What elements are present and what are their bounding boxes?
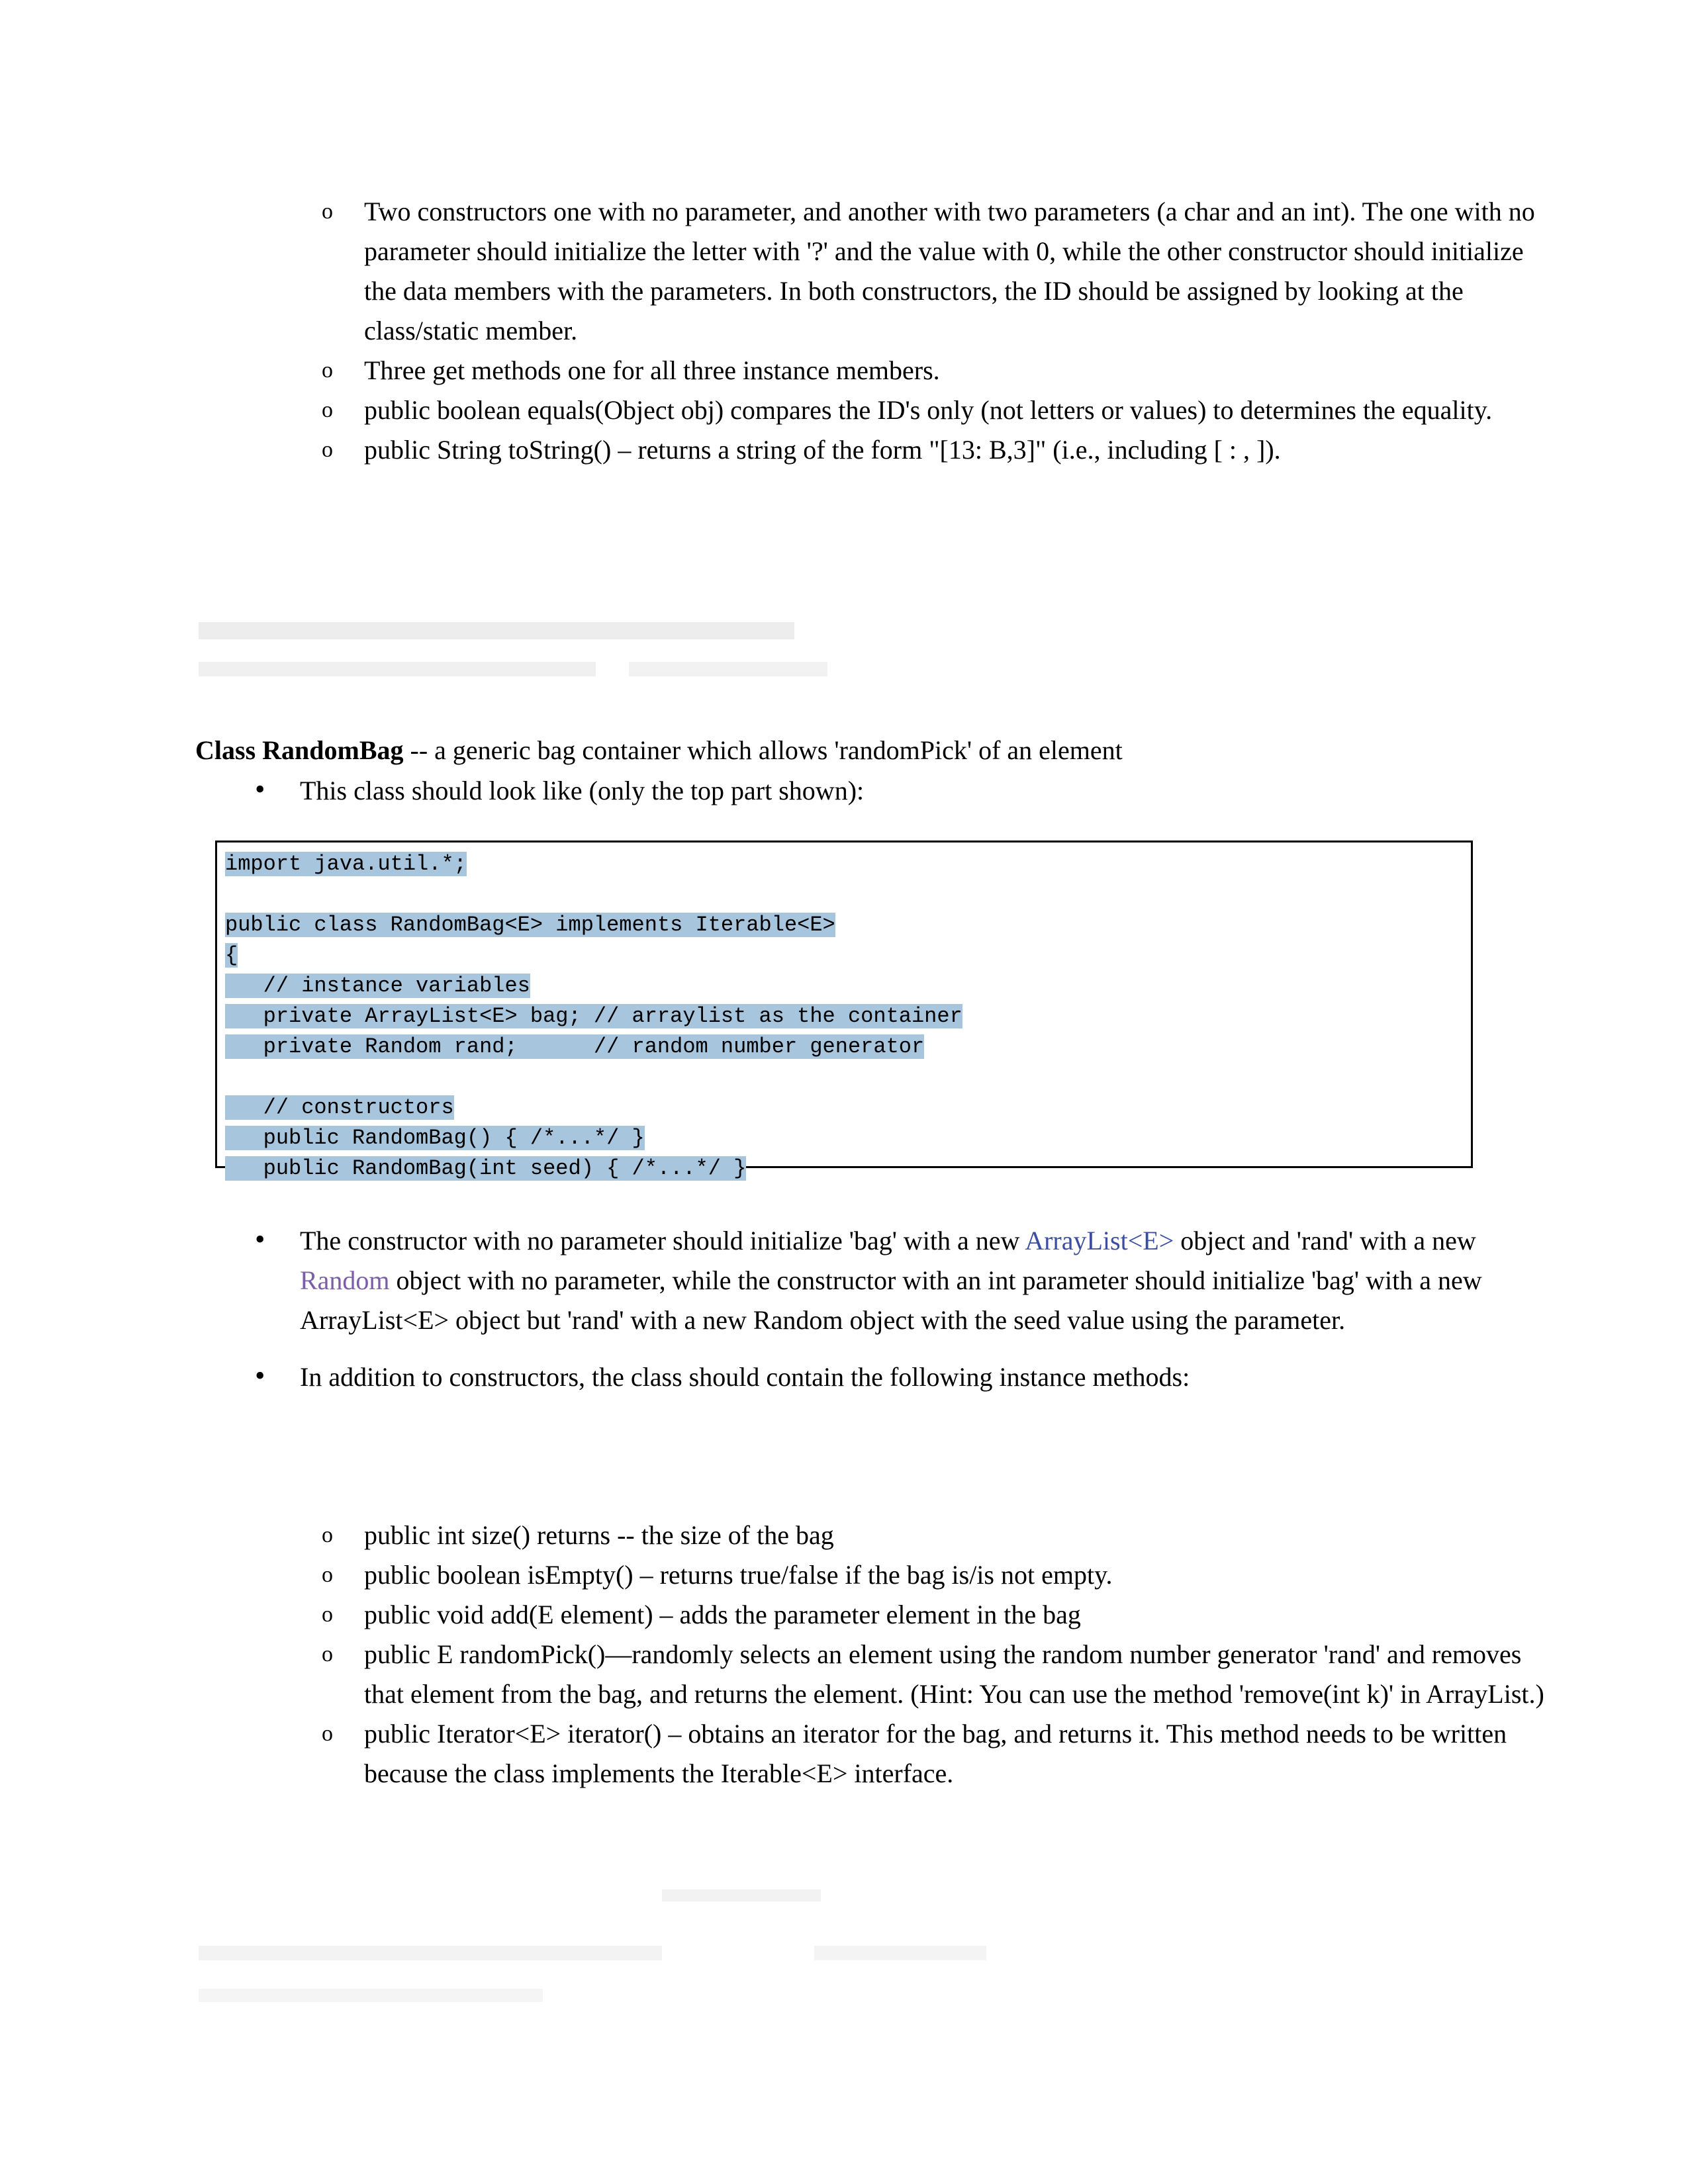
- scan-artifact-smudge-1: [199, 622, 794, 639]
- list-item: [311, 1555, 1549, 1595]
- code-line: [217, 940, 1471, 971]
- list-item: [248, 771, 1486, 811]
- code-line: [217, 849, 1471, 880]
- list-item: [311, 1635, 1562, 1714]
- text-run: object and 'rand' with a new: [1174, 1226, 1476, 1255]
- list-item-text: public int size() returns -- the size of the bag: [364, 1520, 834, 1550]
- list-item-text: public Iterator<E> iterator() – obtains an iterator for the bag, and returns it. This method needs to be written because the class implements the Iterable<E> interface.: [364, 1719, 1507, 1788]
- code-line-text: import java.util.*;: [225, 852, 467, 876]
- bullet-marker: o: [322, 1642, 333, 1666]
- scan-artifact-smudge-2: [199, 662, 596, 676]
- list-item-text: public void add(E element) – adds the parameter element in the bag: [364, 1600, 1081, 1629]
- bullet-marker: o: [322, 358, 333, 383]
- code-line-blank: [217, 1062, 1471, 1093]
- bullet-marker: o: [322, 1523, 333, 1547]
- code-line-blank: [217, 880, 1471, 910]
- list-item-text: This class should look like (only the top part shown):: [300, 776, 865, 805]
- code-identifier-arraylist: ArrayList<E>: [1025, 1226, 1174, 1255]
- scan-artifact-smudge-7: [199, 1989, 543, 2002]
- code-line-text: {: [225, 943, 238, 968]
- list-item: [311, 1595, 1549, 1635]
- text-run: object with no parameter, while the constructor with an int parameter should initialize 'bag' with a new ArrayList<E> object but 'rand' with a new Random object with the seed value using the parameter.: [300, 1265, 1482, 1335]
- list-item-text: [300, 1226, 1482, 1335]
- list-item: [311, 430, 1549, 470]
- bullet-marker: o: [322, 1563, 333, 1587]
- code-line: [217, 971, 1471, 1001]
- bullet-marker: o: [322, 398, 333, 422]
- code-line-text: public RandomBag(int seed) { /*...*/ }: [225, 1156, 747, 1181]
- intro-bullet-list: [248, 771, 1486, 811]
- code-line: [217, 1032, 1471, 1062]
- list-item-text: In addition to constructors, the class should contain the following instance methods:: [300, 1362, 1190, 1392]
- code-line-text: private ArrayList<E> bag; // arraylist as the container: [225, 1004, 962, 1028]
- list-item: [311, 351, 1549, 390]
- code-line-text: public RandomBag() { /*...*/ }: [225, 1126, 645, 1150]
- scan-artifact-smudge-5: [199, 1946, 662, 1960]
- code-line-text: // instance variables: [225, 974, 530, 998]
- text-run: The constructor with no parameter should initialize 'bag' with a new: [300, 1226, 1025, 1255]
- methods-list: [311, 1516, 1544, 1794]
- code-identifier-random: Random: [300, 1265, 390, 1295]
- bullet-marker: •: [255, 773, 265, 805]
- list-item: [311, 1714, 1562, 1794]
- code-line: [217, 1123, 1471, 1154]
- code-line-text: // constructors: [225, 1095, 454, 1120]
- bullet-marker: o: [322, 437, 333, 462]
- bullet-marker: •: [255, 1223, 265, 1255]
- bullet-marker: o: [322, 1602, 333, 1627]
- section-heading-bold: Class RandomBag: [195, 735, 404, 765]
- list-item-text: public String toString() – returns a string of the form "[13: B,3]" (i.e., including [ : , ]).: [364, 435, 1281, 465]
- list-item-text: Two constructors one with no parameter, and another with two parameters (a char and an int). The one with no parameter should initialize the letter with '?' and the value with 0, while the other constructor should initialize the data members with the parameters. In both constructors, the ID should be assigned by looking at the class/static member.: [364, 197, 1535, 345]
- bullet-marker: o: [322, 199, 333, 224]
- list-item-text: public boolean isEmpty() – returns true/false if the bag is/is not empty.: [364, 1560, 1113, 1590]
- description-bullet-list: [248, 1221, 1493, 1397]
- code-line-text: private Random rand; // random number generator: [225, 1034, 925, 1059]
- list-item: [311, 192, 1549, 351]
- requirements-list: [311, 192, 1535, 470]
- bullet-marker: o: [322, 1721, 333, 1746]
- code-block: [215, 841, 1473, 1181]
- list-item: [248, 1357, 1493, 1397]
- code-line: [217, 910, 1471, 940]
- code-line: [217, 1093, 1471, 1123]
- section-heading: [195, 731, 1453, 770]
- list-item-text: Three get methods one for all three instance members.: [364, 355, 940, 385]
- bullet-marker: •: [255, 1359, 265, 1392]
- list-item-text: public E randomPick()—randomly selects an element using the random number generator 'rand' and removes that element from the bag, and returns the element. (Hint: You can use the method 'remove(int k)' in ArrayList.): [364, 1639, 1544, 1709]
- list-item: [311, 390, 1549, 430]
- code-line: [217, 1001, 1471, 1032]
- section-heading-rest: -- a generic bag container which allows 'randomPick' of an element: [403, 735, 1123, 765]
- code-line-text: public class RandomBag<E> implements Iterable<E>: [225, 913, 835, 937]
- list-item: [248, 1221, 1493, 1340]
- list-item-text: public boolean equals(Object obj) compares the ID's only (not letters or values) to determines the equality.: [364, 395, 1493, 425]
- scan-artifact-smudge-6: [814, 1946, 986, 1960]
- list-item: [311, 1516, 1549, 1555]
- scan-artifact-smudge-3: [629, 662, 827, 676]
- scan-artifact-smudge-4: [662, 1889, 821, 1901]
- code-line: [217, 1154, 1471, 1184]
